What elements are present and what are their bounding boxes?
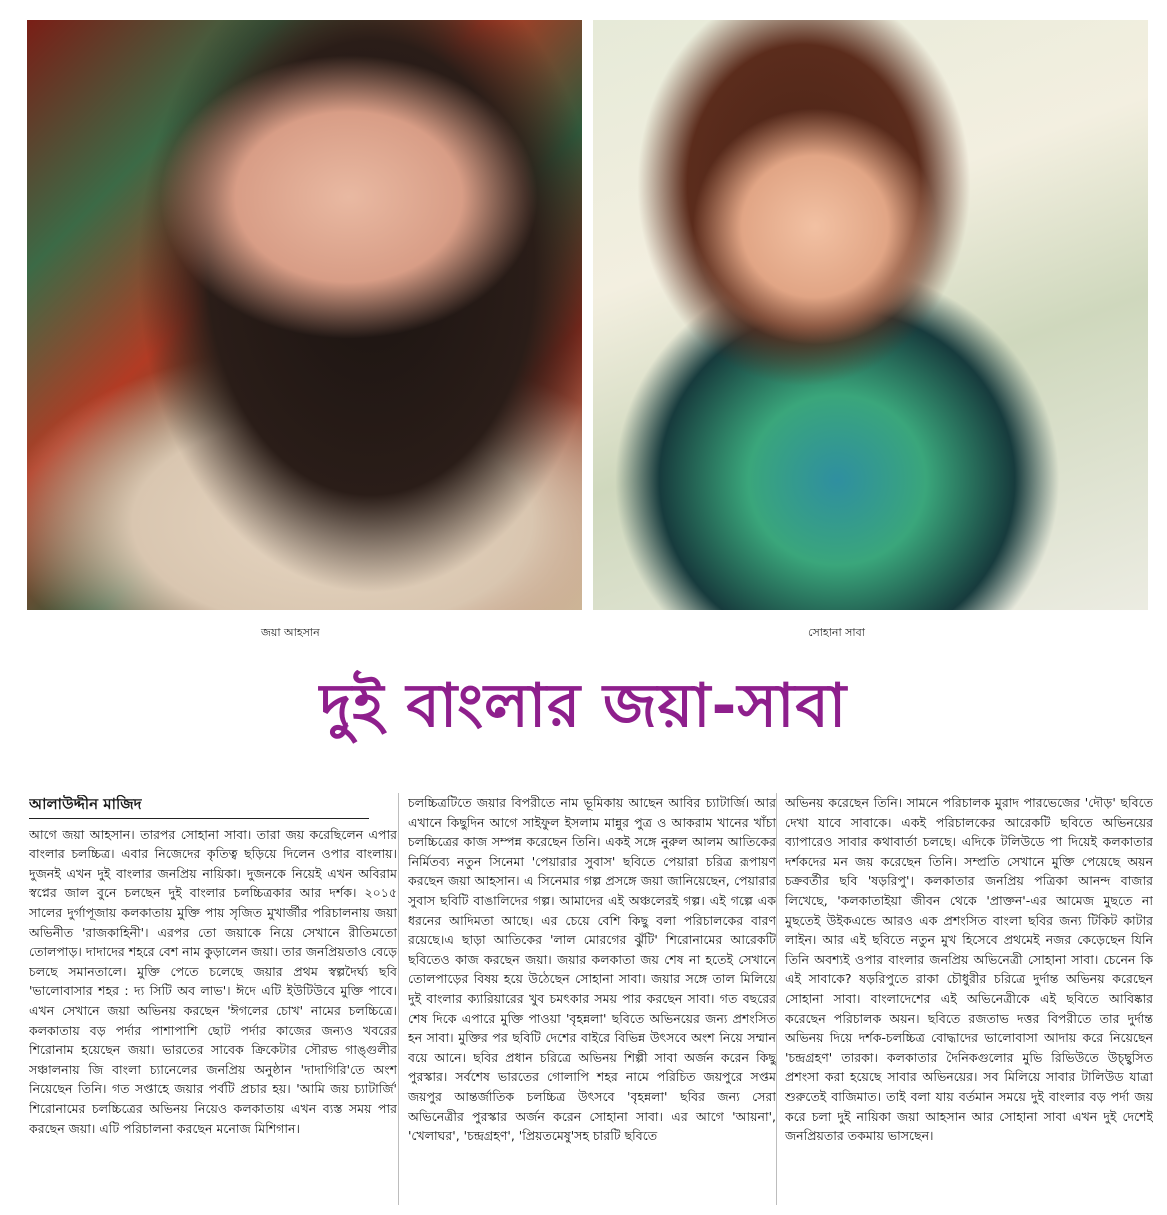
- photo-caption-right: সোহানা সাবা: [808, 626, 865, 639]
- photo-caption-left: জয়া আহসান: [261, 626, 320, 639]
- headline: দুই বাংলার জয়া-সাবা: [319, 671, 848, 741]
- column-text: অভিনয় করেছেন তিনি। সামনে পরিচালক মুরাদ পারভেজের 'দৌড়' ছবিতে দেখা যাবে সাবাকে। একই পরিচালকের আরেকটি ছবিতে অভিনয়ের ব্যাপারেও সাবার কথাবার্তা চলছে। এদিকে টলিউডে পা দিয়েই কলকাতার দর্শকদের মন জয় করেছেন তিনি। সম্প্রতি সেখানে মুক্তি পেয়েছে অয়ন চক্রবর্তীর ছবি 'ষড়রিপু'। কলকাতার জনপ্রিয় পত্রিকা আনন্দ বাজার লিখেছে, 'কলকাতাইয়া জীবন থেকে 'প্রাক্তন'-এর আমেজ মুছতে না মুছতেই উইকএন্ডে আরও এক প্রশংসিত বাংলা ছবির জন্য টিকিট কাটার লাইন। আর এই ছবিতে নতুন মুখ হিসেবে প্রথমেই নজর কেড়েছেন যিনি তিনি অবশ্যই ওপার বাংলার জনপ্রিয় অভিনেত্রী সোহানা সাবা। চেনেন কি এই সাবাকে? ষড়রিপুতে রাকা চৌধুরীর চরিত্রে দুর্দান্ত অভিনয় করেছেন সোহানা সাবা। বাংলাদেশের এই অভিনেত্রীকে এই ছবিতে আবিষ্কার করেছেন পরিচালক অয়ন। ছবিতে রজতাভ দত্তর বিপরীতে তার দুর্দান্ত অভিনয় দিয়ে দর্শক-চলচ্চিত্র বোদ্ধাদের ভালোবাসা আদায় করে নিয়েছেন 'চন্দ্রগ্রহণ' তারকা। কলকাতার দৈনিকগুলোর মুভি রিভিউতে উচ্ছ্বসিত প্রশংসা করা হয়েছে সাবার অভিনয়ের। সব মিলিয়ে সাবার টালিউড যাত্রা শুরুতেই বাজিমাত। তাই বলা যায় বর্তমান সময়ে দুই বাংলার বড় পর্দা জয় করে চলা দুই নায়িকা জয়া আহসান আর সোহানা সাবা এখন দুই দেশেই জনপ্রিয়তার তকমায় ভাসছেন।: [785, 795, 1153, 1144]
- column-divider: [776, 793, 777, 1205]
- article-column-2: [408, 793, 776, 1203]
- column-text: আগে জয়া আহসান। তারপর সোহানা সাবা। তারা জয় করেছিলেন এপার বাংলার চলচ্চিত্র। এবার নিজেদের কৃতিত্ব ছড়িয়ে দিলেন ওপার বাংলায়। দুজনই এখন দুই বাংলার জনপ্রিয় নায়িকা। দুজনকে নিয়েই এখন অবিরাম স্বপ্নের জাল বুনে চলছেন দুই বাংলার চলচ্চিত্রকার আর দর্শক। ২০১৫ সালের দুর্গাপূজায় কলকাতায় মুক্তি পায় সৃজিত মুখার্জীর পরিচালনায় জয়া অভিনীত 'রাজকাহিনী'। এরপর তো জয়াকে নিয়ে সেখানে রীতিমতো তোলপাড়। দাদাদের শহরে বেশ নাম কুড়ালেন জয়া। তার জনপ্রিয়তাও বেড়ে চলছে সমানতালে। মুক্তি পেতে চলেছে জয়ার প্রথম স্বল্পদৈর্ঘ্য ছবি 'ভালোবাসার শহর : দ্য সিটি অব লাভ'। ঈদে এটি ইউটিউবে মুক্তি পাবে। এখন সেখানে জয়া অভিনয় করছেন 'ঈগলের চোখ' নামের চলচ্চিত্রে। কলকাতায় বড় পর্দার পাশাপাশি ছোট পর্দার কাজের জন্যও খবরের শিরোনাম হয়েছেন জয়া। ভারতের সাবেক ক্রিকেটার সৌরভ গাঙ্গুলীর সঞ্চালনায় জি বাংলা চ্যানেলের জনপ্রিয় অনুষ্ঠান 'দাদাগিরি'তে অংশ নিয়েছেন তিনি। গত সপ্তাহে জয়ার পর্বটি প্রচার হয়। 'আমি জয় চ্যাটার্জি' শিরোনামের চলচ্চিত্রের অভিনয় নিয়েও কলকাতায় এখন ব্যস্ত সময় পার করছেন জয়া। এটি পরিচালনা করছেন মনোজ মিশিগান।: [29, 826, 397, 1136]
- photo-joya-ahsan: [27, 20, 582, 610]
- byline: আলাউদ্দীন মাজিদ: [29, 795, 369, 819]
- article-column-3: [785, 793, 1153, 1203]
- article-column-1: [29, 795, 397, 1205]
- photo-sohana-saba: [593, 20, 1148, 610]
- column-text: চলচ্চিত্রটিতে জয়ার বিপরীতে নাম ভূমিকায় আছেন আবির চ্যাটার্জি। আর এখানে কিছুদিন আগে সাইফুল ইসলাম মান্নুর পুত্র ও আকরাম খানের খাঁচা চলচ্চিত্রের কাজ সম্পন্ন করেছেন তিনি। একই সঙ্গে নুরুল আলম আতিকের নির্মিতব্য নতুন সিনেমা 'পেয়ারার সুবাস' ছবিতে পেয়ারা চরিত্র রূপায়ণ করছেন জয়া আহসান। এ সিনেমার গল্প প্রসঙ্গে জয়া জানিয়েছেন, পেয়ারার সুবাস ছবিটি বাঙালিদের গল্প। আমাদের এই অঞ্চলেরই গল্প। এই গল্পে এক ধরনের আদিমতা আছে। এর চেয়ে বেশি কিছু বলা পরিচালকের বারণ রয়েছে।এ ছাড়া আতিকের 'লাল মোরগের ঝুঁটি' শিরোনামের আরেকটি ছবিতেও কাজ করছেন জয়া। জয়ার কলকাতা জয় শেষ না হতেই সেখানে তোলপাড়ের বিষয় হয়ে উঠেছেন সোহানা সাবা। জয়ার সঙ্গে তাল মিলিয়ে দুই বাংলার ক্যারিয়ারের খুব চমৎকার সময় পার করছেন সাবা। গত বছরের শেষ দিকে এপারে মুক্তি পাওয়া 'বৃহন্নলা' ছবিতে অভিনয়ের জন্য প্রশংসিত হন সাবা। মুক্তির পর ছবিটি দেশের বাইরে বিভিন্ন উৎসবে অংশ নিয়ে সম্মান বয়ে আনে। ছবির প্রধান চরিত্রে অভিনয় শিল্পী সাবা অর্জন করেন কিছু পুরস্কার। সর্বশেষ ভারতের গোলাপি শহর নামে পরিচিত জয়পুরে সপ্তম জয়পুর আন্তর্জাতিক চলচ্চিত্র উৎসবে 'বৃহন্নলা' ছবির জন্য সেরা অভিনেত্রীর পুরস্কার অর্জন করেন সোহানা সাবা। এর আগে 'আয়না', 'খেলাঘর', 'চন্দ্রগ্রহণ', 'প্রিয়তমেষু'সহ চারটি ছবিতে: [408, 795, 776, 1144]
- column-divider: [398, 793, 399, 1205]
